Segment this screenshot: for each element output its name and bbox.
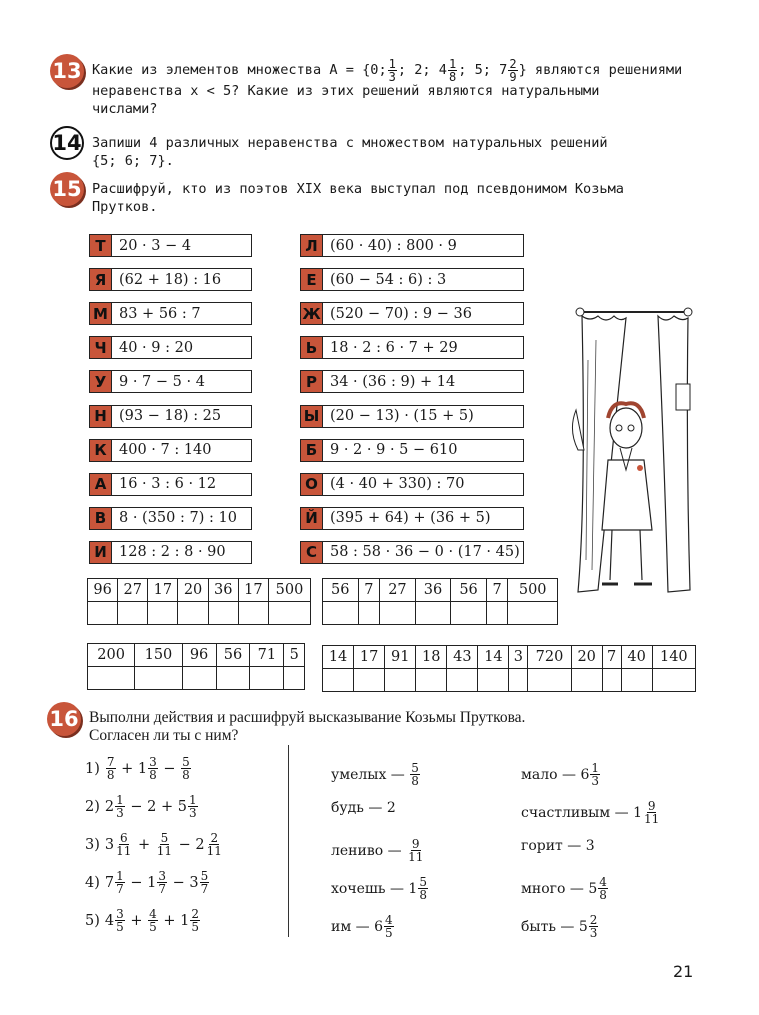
- grid-number-cell: 91: [385, 646, 416, 669]
- word-value-pair: [521, 838, 595, 854]
- exercise-term: +: [133, 836, 155, 853]
- exercise-label: 4): [85, 874, 100, 891]
- fraction: [188, 794, 198, 819]
- task-15-text: [92, 180, 702, 216]
- denominator: 11: [644, 812, 660, 826]
- fraction: 2 9: [509, 56, 517, 84]
- fraction: [106, 756, 116, 781]
- fraction: [590, 762, 600, 787]
- grid-number-cell: 36: [208, 579, 238, 602]
- exercise-label: 2): [85, 798, 100, 815]
- cipher-expression: 400 · 7 : 140: [119, 442, 212, 459]
- grid-number-cell: 71: [250, 644, 284, 667]
- exercise-label: 3): [85, 836, 100, 853]
- fraction: [157, 870, 167, 895]
- numerator: 1: [116, 869, 124, 883]
- grid-answer-row: [88, 602, 311, 625]
- cipher-expression: 83 + 56 : 7: [119, 305, 201, 322]
- task-13-text: [92, 58, 702, 118]
- denominator: 8: [106, 768, 115, 782]
- word: хочешь —: [331, 880, 409, 897]
- grid-number-cell: 96: [182, 644, 216, 667]
- whole-part: 1: [408, 880, 418, 897]
- grid-number-cell: 17: [354, 646, 385, 669]
- grid-answer-cell[interactable]: [323, 669, 354, 692]
- denominator: 8: [599, 888, 607, 902]
- denominator: 11: [408, 850, 424, 864]
- grid-answer-row: [323, 602, 558, 625]
- coat: [602, 460, 652, 530]
- cipher-row: [89, 370, 252, 393]
- exercise-row: [85, 908, 201, 933]
- cipher-row: [300, 234, 524, 257]
- word: будь —: [331, 800, 387, 816]
- denominator: 8: [182, 768, 190, 782]
- grid-number-cell: 56: [451, 579, 487, 602]
- cipher-expression: (4 · 40 + 330) : 70: [330, 476, 465, 493]
- grid-answer-cell[interactable]: [88, 667, 135, 690]
- fraction: [598, 876, 608, 901]
- numerator: 1: [116, 793, 124, 807]
- grid-number-cell: 56: [216, 644, 250, 667]
- top-hat: [676, 384, 690, 410]
- fraction: [115, 832, 132, 857]
- grid-answer-cell[interactable]: [509, 669, 528, 692]
- whole-part: 6: [580, 766, 590, 783]
- word: много —: [521, 880, 589, 897]
- grid-answer-cell[interactable]: [88, 602, 118, 625]
- numerator: 7: [106, 755, 115, 769]
- legs: [610, 530, 642, 580]
- cipher-expression: (395 + 64) + (36 + 5): [330, 510, 491, 527]
- cipher-letter: И: [90, 542, 112, 563]
- answer-grid-4: [322, 645, 696, 692]
- denominator: 5: [116, 920, 124, 934]
- cipher-letter: Б: [301, 440, 323, 461]
- numerator: 4: [599, 875, 607, 889]
- cipher-expression: 9 · 7 − 5 · 4: [119, 373, 205, 390]
- word: счастливым —: [521, 804, 634, 821]
- grid-answer-cell[interactable]: [208, 602, 238, 625]
- grid-answer-cell[interactable]: [385, 669, 416, 692]
- word-value-pair: [521, 914, 599, 939]
- cipher-row: [300, 268, 524, 291]
- head: [610, 408, 642, 448]
- word: лениво —: [331, 842, 407, 859]
- cipher-letter: Ь: [301, 337, 323, 358]
- cipher-row: [89, 439, 252, 462]
- grid-number-cell: 7: [358, 579, 380, 602]
- task-16-text: [89, 709, 525, 745]
- cipher-letter: М: [90, 303, 112, 324]
- cipher-row: [300, 336, 524, 359]
- cipher-expression: 16 · 3 : 6 · 12: [119, 476, 217, 493]
- word-value-pair: [331, 876, 429, 901]
- numerator: 1: [591, 761, 600, 775]
- cipher-expression: (60 − 54 : 6) : 3: [330, 271, 447, 288]
- grid-answer-cell[interactable]: [478, 669, 509, 692]
- answer-grid-1: [87, 578, 311, 625]
- denominator: 11: [156, 844, 173, 858]
- cipher-row: [89, 507, 252, 530]
- grid-answer-cell[interactable]: [528, 669, 571, 692]
- grid-number-cell: 200: [88, 644, 135, 667]
- cipher-row: [89, 268, 252, 291]
- word-value-pair: [331, 800, 396, 816]
- numerator: 4: [149, 907, 157, 921]
- cipher-letter: С: [301, 542, 323, 563]
- word: быть —: [521, 918, 579, 935]
- word: горит —: [521, 838, 586, 854]
- word-value-pair: [331, 838, 425, 863]
- numerator: 6: [119, 831, 128, 845]
- numerator: 9: [647, 799, 656, 813]
- fraction: [418, 876, 428, 901]
- cipher-letter: Ж: [301, 303, 323, 324]
- fraction: [148, 908, 158, 933]
- grid-number-cell: 3: [509, 646, 528, 669]
- word-value-pair: [521, 800, 661, 825]
- cipher-expression: 128 : 2 : 8 · 90: [119, 544, 226, 561]
- grid-answer-cell[interactable]: [415, 602, 451, 625]
- grid-number-cell: 500: [268, 579, 310, 602]
- exercise-term: − 2 + 5: [125, 798, 187, 815]
- numerator: 5: [411, 761, 419, 775]
- grid-header-row: [88, 644, 305, 667]
- grid-answer-cell[interactable]: [268, 602, 310, 625]
- grid-answer-cell[interactable]: [148, 602, 178, 625]
- numerator: 5: [182, 755, 190, 769]
- numerator: 3: [158, 869, 166, 883]
- cipher-letter: А: [90, 474, 112, 495]
- curtain-left: [578, 316, 626, 592]
- cipher-row: [89, 541, 252, 564]
- fraction: [206, 832, 223, 857]
- cipher-letter: У: [90, 371, 112, 392]
- cipher-expression: (20 − 13) · (15 + 5): [330, 408, 474, 424]
- task-16-line1: Выполни действия и расшифруй высказывание Козьмы Пруткова.: [89, 709, 526, 726]
- grid-answer-cell[interactable]: [416, 669, 447, 692]
- cipher-letter: К: [90, 440, 112, 461]
- word-value-pair: [521, 762, 601, 787]
- exercise-term: +: [125, 912, 148, 929]
- fraction: [200, 870, 210, 895]
- grid-answer-cell[interactable]: [380, 602, 416, 625]
- cipher-row: [89, 302, 252, 325]
- denominator: 5: [385, 926, 393, 940]
- task-14-badge: 14: [50, 126, 84, 160]
- exercise-term: − 2: [174, 836, 205, 853]
- fraction: [384, 914, 394, 939]
- denominator: 7: [200, 882, 209, 896]
- grid-number-cell: 14: [478, 646, 509, 669]
- plain-value: 3: [585, 838, 595, 854]
- word-value-pair: [521, 876, 609, 901]
- column-divider: [288, 745, 289, 937]
- task-13-line2: неравенства x < 5? Какие из этих решений являются натуральными: [92, 83, 600, 99]
- grid-number-cell: 36: [415, 579, 451, 602]
- fraction: [410, 762, 420, 787]
- cipher-expression: 18 · 2 : 6 · 7 + 29: [330, 339, 458, 356]
- numerator: 4: [385, 913, 393, 927]
- cipher-letter: Ы: [301, 406, 323, 427]
- cipher-letter: Р: [301, 371, 323, 392]
- grid-answer-row: [88, 667, 305, 690]
- cipher-expression: 20 · 3 − 4: [119, 237, 192, 254]
- grid-answer-cell[interactable]: [284, 667, 305, 690]
- word: им —: [331, 918, 375, 935]
- denominator: 5: [191, 920, 200, 934]
- grid-number-cell: 56: [323, 579, 359, 602]
- grid-answer-cell[interactable]: [354, 669, 385, 692]
- grid-number-cell: 20: [178, 579, 208, 602]
- task-13-line3: числами?: [92, 101, 158, 117]
- grid-answer-cell[interactable]: [486, 602, 508, 625]
- grid-header-row: [88, 579, 311, 602]
- fraction: [156, 832, 173, 857]
- word-value-pair: [331, 762, 421, 787]
- fraction: [643, 800, 660, 825]
- cipher-row: [89, 336, 252, 359]
- cipher-expression: 40 · 9 : 20: [119, 339, 194, 356]
- task-14-text: [92, 134, 702, 170]
- exercise-row: [85, 756, 192, 781]
- flower: [637, 465, 643, 471]
- cipher-expression: 8 · (350 : 7) : 10: [119, 510, 237, 527]
- numerator: 2: [191, 907, 200, 921]
- numerator: 2: [210, 831, 219, 845]
- grid-answer-row: [323, 669, 696, 692]
- grid-number-cell: 17: [238, 579, 268, 602]
- cipher-expression: (60 · 40) : 800 · 9: [330, 237, 457, 254]
- numerator: 9: [411, 837, 420, 851]
- fraction: [190, 908, 200, 933]
- fraction: [115, 908, 125, 933]
- whole-part: 1: [633, 804, 642, 821]
- denominator: 11: [116, 844, 132, 858]
- word-value-pair: [331, 914, 395, 939]
- denominator: 11: [206, 844, 222, 858]
- cipher-expression: 34 · (36 : 9) + 14: [330, 373, 456, 390]
- cipher-row: [300, 473, 524, 496]
- grid-number-cell: 18: [416, 646, 447, 669]
- page-number: 21: [673, 962, 694, 981]
- grid-answer-cell[interactable]: [323, 602, 359, 625]
- denominator: 8: [419, 888, 427, 902]
- numerator: 5: [160, 831, 169, 845]
- grid-number-cell: 720: [528, 646, 571, 669]
- cipher-expression: 9 · 2 · 9 · 5 − 610: [330, 442, 458, 459]
- numerator: 3: [149, 755, 157, 769]
- grid-number-cell: 96: [88, 579, 118, 602]
- cipher-expression: (62 + 18) : 16: [119, 271, 222, 288]
- cipher-letter: Й: [301, 508, 323, 529]
- whole-part: 5: [578, 918, 588, 935]
- cipher-row: [300, 439, 524, 462]
- numerator: 1: [188, 793, 197, 807]
- exercise-row: [85, 870, 210, 895]
- grid-answer-cell[interactable]: [571, 669, 602, 692]
- exercise-term: 4: [104, 912, 115, 929]
- grid-answer-cell[interactable]: [118, 602, 148, 625]
- task-14-line1: Запиши 4 различных неравенства с множеством натуральных решений: [92, 135, 608, 151]
- cipher-row: [300, 405, 524, 428]
- task-13-badge: 13: [50, 54, 84, 88]
- fraction: 1 8: [448, 56, 457, 84]
- exercise-label: 5): [85, 912, 100, 929]
- grid-answer-cell[interactable]: [602, 669, 621, 692]
- grid-number-cell: 27: [380, 579, 416, 602]
- grid-answer-cell[interactable]: [238, 602, 268, 625]
- cipher-letter: В: [90, 508, 112, 529]
- cipher-letter: Я: [90, 269, 112, 290]
- whole-part: 5: [588, 880, 598, 897]
- task-15-badge: 15: [50, 172, 84, 206]
- grid-answer-cell[interactable]: [447, 669, 478, 692]
- grid-number-cell: 150: [135, 644, 182, 667]
- cipher-letter: Ч: [90, 337, 112, 358]
- exercise-row: [85, 794, 199, 819]
- task-13-line1: Какие из элементов множества A = {0; 1 3 ; 2; 4 1 8 ; 5; 7 2 9 } являются решениями: [92, 56, 683, 84]
- cipher-row: [89, 473, 252, 496]
- task-15-line1: Расшифруй, кто из поэтов XIX века выступал под псевдонимом Козьма: [92, 181, 624, 197]
- cipher-letter: Н: [90, 406, 112, 427]
- grid-answer-cell[interactable]: [182, 667, 216, 690]
- exercise-term: 2: [104, 798, 115, 815]
- cipher-row: [300, 302, 524, 325]
- word: умелых —: [331, 766, 410, 783]
- plain-value: 2: [386, 800, 396, 816]
- grid-answer-cell[interactable]: [178, 602, 208, 625]
- exercise-label: 1): [85, 760, 100, 777]
- cipher-row: [89, 234, 252, 257]
- grid-answer-cell[interactable]: [216, 667, 250, 690]
- grid-header-row: [323, 646, 696, 669]
- grid-answer-cell[interactable]: [358, 602, 380, 625]
- numerator: 2: [589, 913, 598, 927]
- grid-answer-cell[interactable]: [621, 669, 652, 692]
- numerator: 3: [116, 907, 124, 921]
- grid-number-cell: 5: [284, 644, 305, 667]
- grid-number-cell: 43: [447, 646, 478, 669]
- exercise-term: + 1: [116, 760, 148, 777]
- exercise-row: [85, 832, 224, 857]
- denominator: 5: [149, 920, 157, 934]
- kozma-prutkov-illustration: [568, 300, 698, 598]
- side-face-left: [572, 410, 584, 450]
- grid-number-cell: 27: [118, 579, 148, 602]
- exercise-term: 7: [104, 874, 115, 891]
- word: мало —: [521, 766, 581, 783]
- grid-answer-cell[interactable]: [250, 667, 284, 690]
- fraction: [589, 914, 599, 939]
- grid-answer-cell[interactable]: [451, 602, 487, 625]
- cipher-row: [300, 507, 524, 530]
- numerator: 5: [200, 869, 209, 883]
- answer-grid-3: [87, 643, 305, 690]
- denominator: 7: [116, 882, 124, 896]
- denominator: 8: [411, 774, 419, 788]
- grid-number-cell: 140: [652, 646, 695, 669]
- answer-grid-2: [322, 578, 558, 625]
- fraction: [115, 870, 125, 895]
- fraction: [407, 838, 424, 863]
- cipher-letter: Л: [301, 235, 323, 256]
- exercise-term: 3: [104, 836, 115, 853]
- task-14-line2: {5; 6; 7}.: [92, 153, 174, 169]
- denominator: 3: [591, 774, 600, 788]
- denominator: 3: [188, 806, 197, 820]
- curtain-right: [658, 316, 690, 592]
- grid-number-cell: 20: [571, 646, 602, 669]
- cipher-letter: Е: [301, 269, 323, 290]
- fraction: [181, 756, 191, 781]
- denominator: 8: [149, 768, 157, 782]
- rod-end: [576, 308, 584, 316]
- numerator: 5: [419, 875, 427, 889]
- grid-number-cell: 17: [148, 579, 178, 602]
- rod-end: [684, 308, 692, 316]
- task-16-badge: 16: [47, 702, 81, 736]
- fraction: [148, 756, 158, 781]
- cipher-letter: О: [301, 474, 323, 495]
- cipher-expression: (93 − 18) : 25: [119, 408, 222, 424]
- cipher-row: [300, 541, 524, 564]
- grid-header-row: [323, 579, 558, 602]
- fraction: 1 3: [388, 56, 396, 84]
- fraction: [115, 794, 125, 819]
- grid-answer-cell[interactable]: [508, 602, 558, 625]
- exercise-term: −: [158, 760, 181, 777]
- task-16-line2: Согласен ли ты с ним?: [89, 727, 239, 744]
- grid-number-cell: 500: [508, 579, 558, 602]
- denominator: 3: [589, 926, 598, 940]
- cipher-row: [300, 370, 524, 393]
- grid-number-cell: 14: [323, 646, 354, 669]
- denominator: 3: [116, 806, 124, 820]
- grid-answer-cell[interactable]: [135, 667, 182, 690]
- cipher-row: [89, 405, 252, 428]
- exercise-term: + 1: [158, 912, 190, 929]
- denominator: 7: [158, 882, 166, 896]
- cipher-expression: (520 − 70) : 9 − 36: [330, 305, 472, 322]
- grid-number-cell: 7: [486, 579, 508, 602]
- cipher-letter: Т: [90, 235, 112, 256]
- exercise-term: − 3: [168, 874, 199, 891]
- cipher-expression: 58 : 58 · 36 − 0 · (17 · 45): [330, 544, 520, 561]
- grid-number-cell: 7: [602, 646, 621, 669]
- exercise-term: − 1: [125, 874, 157, 891]
- grid-number-cell: 40: [621, 646, 652, 669]
- grid-answer-cell[interactable]: [652, 669, 695, 692]
- whole-part: 6: [374, 918, 384, 935]
- task-15-line2: Прутков.: [92, 199, 158, 215]
